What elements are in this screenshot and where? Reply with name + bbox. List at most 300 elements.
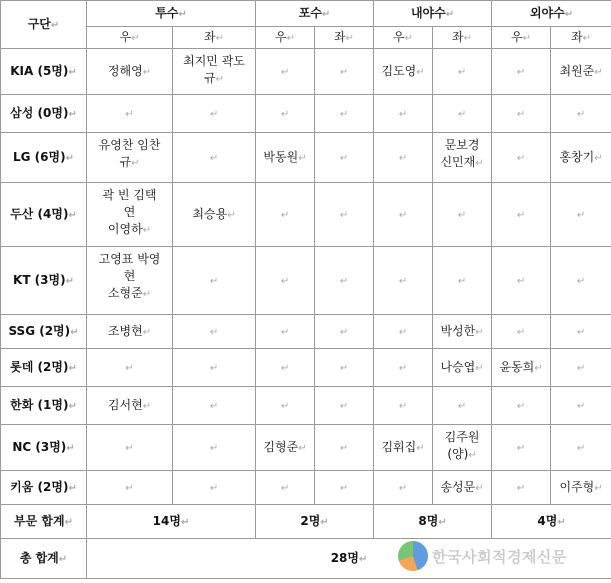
player-cell <box>315 247 374 315</box>
player-cell <box>315 315 374 349</box>
newspaper-watermark <box>398 536 608 576</box>
table-row <box>1 95 611 133</box>
total-label: 총 합계 <box>19 550 59 565</box>
player-name-text: 김형준 <box>263 439 299 454</box>
player-cell <box>551 349 611 387</box>
player-name-text: 현 <box>123 269 136 283</box>
player-name-text: 조병현 <box>107 323 143 338</box>
paragraph-mark: ↵ <box>215 32 224 44</box>
paragraph-mark: ↵ <box>142 225 152 236</box>
player-cell <box>87 95 173 133</box>
player-name-text: 박동원 <box>263 149 299 164</box>
paragraph-mark: ↵ <box>522 32 532 44</box>
team-cell <box>1 183 87 247</box>
paragraph-mark: ↵ <box>516 326 526 338</box>
paragraph-mark: ↵ <box>576 442 586 454</box>
player-cell <box>374 349 433 387</box>
paragraph-mark: ↵ <box>468 450 477 461</box>
subtotal-value: 14명 <box>152 513 181 528</box>
player-cell <box>374 133 433 183</box>
position-group-label: 투수 <box>155 5 179 20</box>
paragraph-mark: ↵ <box>70 326 79 338</box>
logo-icon <box>398 541 428 571</box>
player-cell <box>492 315 551 349</box>
player-cell <box>492 387 551 425</box>
paragraph-mark: ↵ <box>576 362 586 374</box>
player-name <box>258 149 312 167</box>
paragraph-mark: ↵ <box>516 400 526 412</box>
player-cell <box>492 471 551 505</box>
player-cell <box>492 49 551 95</box>
side-header <box>256 27 315 49</box>
player-cell <box>256 247 315 315</box>
paragraph-mark: ↵ <box>125 482 134 494</box>
paragraph-mark: ↵ <box>398 108 408 120</box>
player-cell <box>374 247 433 315</box>
subtotal-value: 8명 <box>418 513 439 528</box>
player-name-text: 홍창기 <box>559 149 595 164</box>
player-name-text: 곽 빈 김택 <box>102 188 157 202</box>
paragraph-mark: ↵ <box>280 400 290 412</box>
player-name <box>89 285 170 303</box>
player-cell <box>492 349 551 387</box>
paragraph-mark: ↵ <box>339 275 349 287</box>
player-name-text: 김주원 <box>444 430 480 444</box>
player-cell <box>492 425 551 471</box>
player-name-text: 김서현 <box>107 397 143 412</box>
paragraph-mark: ↵ <box>416 66 425 78</box>
paragraph-mark: ↵ <box>142 289 152 300</box>
paragraph-mark: ↵ <box>445 8 455 20</box>
paragraph-mark: ↵ <box>516 152 526 164</box>
position-group-label: 포수 <box>298 5 322 20</box>
player-cell <box>433 133 492 183</box>
paragraph-mark: ↵ <box>438 516 447 528</box>
position-group-header <box>87 1 256 27</box>
player-name-text: 이영하 <box>107 222 143 236</box>
player-name-text: 박성한 <box>440 323 476 338</box>
paragraph-mark: ↵ <box>180 516 190 528</box>
table-row <box>1 247 611 315</box>
paragraph-mark: ↵ <box>339 108 349 120</box>
paragraph-mark: ↵ <box>178 8 187 20</box>
table-body <box>1 1 611 579</box>
player-cell <box>315 183 374 247</box>
paragraph-mark: ↵ <box>582 32 592 44</box>
table-row <box>1 471 611 505</box>
paragraph-mark: ↵ <box>227 209 236 221</box>
player-cell <box>87 471 173 505</box>
paragraph-mark: ↵ <box>594 482 603 494</box>
paragraph-mark: ↵ <box>516 275 526 287</box>
paragraph-mark: ↵ <box>534 362 543 374</box>
subtotal-value: 4명 <box>537 513 558 528</box>
header-row <box>1 1 611 27</box>
paragraph-mark: ↵ <box>209 152 219 164</box>
player-name-text: 최원준 <box>559 63 595 78</box>
paragraph-mark: ↵ <box>463 32 473 44</box>
paragraph-mark: ↵ <box>576 326 586 338</box>
paragraph-mark: ↵ <box>280 362 290 374</box>
player-name-text: 김휘집 <box>381 439 417 454</box>
player-cell <box>433 315 492 349</box>
player-name-text: 규 <box>204 71 216 85</box>
paragraph-mark: ↵ <box>131 32 140 44</box>
player-name <box>553 63 609 81</box>
player-name <box>175 53 253 70</box>
player-cell <box>173 349 256 387</box>
player-name <box>89 323 170 341</box>
team-cell <box>1 95 87 133</box>
player-name-text: 나승엽 <box>440 359 476 374</box>
player-name-text: 소형준 <box>107 286 143 300</box>
player-cell <box>87 183 173 247</box>
team-label: 롯데 (2명) <box>10 359 69 374</box>
paragraph-mark: ↵ <box>576 108 586 120</box>
player-cell <box>551 387 611 425</box>
paragraph-mark: ↵ <box>209 400 219 412</box>
player-cell <box>433 49 492 95</box>
player-name <box>376 439 430 457</box>
player-cell <box>256 387 315 425</box>
paragraph-mark: ↵ <box>339 152 349 164</box>
player-name <box>89 137 170 154</box>
subtotal-row <box>1 505 611 539</box>
player-cell <box>374 95 433 133</box>
paragraph-mark: ↵ <box>516 482 526 494</box>
table-row <box>1 49 611 95</box>
paragraph-mark: ↵ <box>516 66 526 78</box>
team-label: 삼성 (0명) <box>10 105 69 120</box>
player-cell <box>551 425 611 471</box>
paragraph-mark: ↵ <box>398 209 408 221</box>
paragraph-mark: ↵ <box>339 400 349 412</box>
player-name <box>89 251 170 268</box>
team-cell <box>1 247 87 315</box>
paragraph-mark: ↵ <box>475 362 484 374</box>
paragraph-mark: ↵ <box>215 74 224 85</box>
paragraph-mark: ↵ <box>398 326 408 338</box>
table-row <box>1 425 611 471</box>
player-name <box>89 221 170 239</box>
player-cell <box>173 471 256 505</box>
side-header <box>374 27 433 49</box>
side-header <box>433 27 492 49</box>
player-cell <box>433 247 492 315</box>
player-cell <box>433 95 492 133</box>
team-label: 키움 (2명) <box>10 479 69 494</box>
player-cell <box>87 315 173 349</box>
player-name <box>435 359 489 377</box>
player-cell <box>374 387 433 425</box>
subtotal-value: 2명 <box>300 513 321 528</box>
paragraph-mark: ↵ <box>398 362 408 374</box>
player-cell <box>256 425 315 471</box>
paragraph-mark: ↵ <box>398 275 408 287</box>
player-name-text: 연 <box>123 205 136 219</box>
subtotal-label: 부문 합계 <box>14 513 65 528</box>
player-cell <box>87 425 173 471</box>
team-cell <box>1 133 87 183</box>
subtotal-value-cell <box>374 505 492 539</box>
player-cell <box>374 49 433 95</box>
player-name-text: 김도영 <box>381 63 417 78</box>
side-header <box>173 27 256 49</box>
side-header <box>492 27 551 49</box>
side-header <box>315 27 374 49</box>
paragraph-mark: ↵ <box>398 152 408 164</box>
player-cell <box>87 247 173 315</box>
paragraph-mark: ↵ <box>576 400 586 412</box>
paragraph-mark: ↵ <box>345 32 355 44</box>
player-cell <box>173 49 256 95</box>
player-cell <box>173 247 256 315</box>
player-cell <box>374 183 433 247</box>
player-cell <box>551 315 611 349</box>
player-cell <box>87 49 173 95</box>
player-name <box>175 70 253 88</box>
position-group-header <box>256 1 374 27</box>
paragraph-mark: ↵ <box>404 32 414 44</box>
player-cell <box>433 183 492 247</box>
table-row <box>1 349 611 387</box>
player-cell <box>173 387 256 425</box>
paragraph-mark: ↵ <box>286 32 295 44</box>
player-cell <box>256 95 315 133</box>
player-cell <box>87 349 173 387</box>
player-cell <box>374 315 433 349</box>
subtotal-label-cell <box>1 505 87 539</box>
player-name-text: 이주형 <box>559 479 595 494</box>
subtotal-value-cell <box>492 505 611 539</box>
paragraph-mark: ↵ <box>65 275 74 287</box>
watermark-text: 한국사회적경제신문 <box>432 547 567 566</box>
player-cell <box>173 315 256 349</box>
player-name-text: 문보경 <box>444 138 480 152</box>
division-header <box>1 1 87 49</box>
player-name-text: 송성문 <box>440 479 476 494</box>
player-cell <box>256 49 315 95</box>
paragraph-mark: ↵ <box>142 66 152 78</box>
player-cell <box>551 49 611 95</box>
paragraph-mark: ↵ <box>594 66 603 78</box>
paragraph-mark: ↵ <box>209 362 219 374</box>
player-cell <box>173 425 256 471</box>
side-header <box>87 27 173 49</box>
player-name <box>553 479 609 497</box>
player-name-text: 규 <box>119 155 132 169</box>
paragraph-mark: ↵ <box>339 442 349 454</box>
side-header-label: 우 <box>393 29 405 44</box>
subtotal-value-cell <box>87 505 256 539</box>
paragraph-mark: ↵ <box>576 275 586 287</box>
side-header-label: 좌 <box>334 29 346 44</box>
position-group-header <box>492 1 611 27</box>
player-cell <box>492 95 551 133</box>
paragraph-mark: ↵ <box>475 326 484 338</box>
paragraph-mark: ↵ <box>416 442 425 454</box>
player-name <box>435 137 489 154</box>
player-cell <box>492 247 551 315</box>
paragraph-mark: ↵ <box>457 66 467 78</box>
position-group-header <box>374 1 492 27</box>
paragraph-mark: ↵ <box>516 442 526 454</box>
player-name <box>435 429 489 446</box>
table-row <box>1 387 611 425</box>
paragraph-mark: ↵ <box>68 400 77 412</box>
player-name-text: 최승용 <box>192 206 228 221</box>
paragraph-mark: ↵ <box>280 66 290 78</box>
paragraph-mark: ↵ <box>358 553 368 565</box>
team-cell <box>1 49 87 95</box>
paragraph-mark: ↵ <box>142 326 152 338</box>
player-cell <box>256 133 315 183</box>
team-label: KT (3명) <box>13 272 66 287</box>
player-cell <box>433 471 492 505</box>
player-name-text: (양) <box>447 447 469 461</box>
player-name <box>435 479 489 497</box>
paragraph-mark: ↵ <box>131 158 140 169</box>
side-header <box>551 27 611 49</box>
player-cell <box>173 133 256 183</box>
paragraph-mark: ↵ <box>339 362 349 374</box>
player-name <box>435 446 489 464</box>
player-cell <box>256 315 315 349</box>
paragraph-mark: ↵ <box>320 516 329 528</box>
paragraph-mark: ↵ <box>339 326 349 338</box>
paragraph-mark: ↵ <box>475 158 484 169</box>
subtotal-value-cell <box>256 505 374 539</box>
table-row <box>1 315 611 349</box>
player-cell <box>492 133 551 183</box>
paragraph-mark: ↵ <box>339 209 349 221</box>
player-name <box>89 187 170 204</box>
side-header-label: 좌 <box>571 29 583 44</box>
position-group-label: 외야수 <box>529 5 565 20</box>
player-name <box>89 63 170 81</box>
team-cell <box>1 387 87 425</box>
paragraph-mark: ↵ <box>280 108 290 120</box>
paragraph-mark: ↵ <box>594 152 603 164</box>
team-label: NC (3명) <box>12 439 67 454</box>
side-header-label: 우 <box>511 29 523 44</box>
paragraph-mark: ↵ <box>280 482 290 494</box>
paragraph-mark: ↵ <box>339 66 349 78</box>
position-group-label: 내야수 <box>410 5 446 20</box>
player-cell <box>551 471 611 505</box>
player-name-text: 유영찬 임찬 <box>98 138 161 152</box>
player-name <box>376 63 430 81</box>
team-label: LG (6명) <box>13 149 66 164</box>
paragraph-mark: ↵ <box>68 66 77 78</box>
paragraph-mark: ↵ <box>457 209 467 221</box>
paragraph-mark: ↵ <box>280 326 290 338</box>
paragraph-mark: ↵ <box>457 400 467 412</box>
paragraph-mark: ↵ <box>209 275 219 287</box>
paragraph-mark: ↵ <box>398 482 408 494</box>
player-cell <box>551 247 611 315</box>
paragraph-mark: ↵ <box>66 442 75 454</box>
side-header-label: 우 <box>275 29 287 44</box>
player-name <box>494 359 548 377</box>
total-label-cell <box>1 539 87 579</box>
team-cell <box>1 471 87 505</box>
division-header-label: 구단 <box>27 16 51 31</box>
player-cell <box>551 95 611 133</box>
team-label: KIA (5명) <box>10 63 69 78</box>
player-cell <box>433 425 492 471</box>
player-cell <box>173 95 256 133</box>
paragraph-mark: ↵ <box>280 275 290 287</box>
player-name <box>89 397 170 415</box>
paragraph-mark: ↵ <box>125 362 134 374</box>
paragraph-mark: ↵ <box>298 152 307 164</box>
paragraph-mark: ↵ <box>68 362 77 374</box>
player-cell <box>315 95 374 133</box>
player-name <box>89 154 170 172</box>
paragraph-mark: ↵ <box>339 482 349 494</box>
paragraph-mark: ↵ <box>125 108 134 120</box>
paragraph-mark: ↵ <box>209 442 219 454</box>
table-row <box>1 133 611 183</box>
player-cell <box>551 183 611 247</box>
paragraph-mark: ↵ <box>142 400 152 412</box>
table-row <box>1 183 611 247</box>
player-name <box>89 204 170 221</box>
player-cell <box>492 183 551 247</box>
player-name <box>258 439 312 457</box>
paragraph-mark: ↵ <box>564 8 574 20</box>
player-cell <box>315 349 374 387</box>
paragraph-mark: ↵ <box>65 152 74 164</box>
paragraph-mark: ↵ <box>50 19 60 31</box>
paragraph-mark: ↵ <box>209 326 219 338</box>
paragraph-mark: ↵ <box>321 8 331 20</box>
player-cell <box>315 49 374 95</box>
side-header-label: 좌 <box>452 29 464 44</box>
paragraph-mark: ↵ <box>475 482 484 494</box>
player-name-text: 고영표 박영 <box>98 252 161 266</box>
player-cell <box>173 183 256 247</box>
paragraph-mark: ↵ <box>68 209 77 221</box>
total-value: 28명 <box>330 550 359 565</box>
player-cell <box>87 387 173 425</box>
player-name-text: 윤동희 <box>499 359 535 374</box>
player-cell <box>551 133 611 183</box>
paragraph-mark: ↵ <box>398 400 408 412</box>
paragraph-mark: ↵ <box>557 516 566 528</box>
paragraph-mark: ↵ <box>125 442 134 454</box>
player-name <box>435 323 489 341</box>
player-cell <box>315 425 374 471</box>
player-cell <box>433 387 492 425</box>
team-label: 한화 (1명) <box>10 397 69 412</box>
player-cell <box>315 471 374 505</box>
paragraph-mark: ↵ <box>64 516 73 528</box>
player-name <box>435 154 489 172</box>
player-cell <box>315 133 374 183</box>
player-name-text: 정해영 <box>107 63 143 78</box>
player-cell <box>87 133 173 183</box>
team-cell <box>1 349 87 387</box>
paragraph-mark: ↵ <box>516 209 526 221</box>
team-label: 두산 (4명) <box>10 206 69 221</box>
player-name-text: 신민재 <box>440 155 476 169</box>
team-cell <box>1 425 87 471</box>
player-cell <box>374 425 433 471</box>
paragraph-mark: ↵ <box>68 482 77 494</box>
paragraph-mark: ↵ <box>516 108 526 120</box>
